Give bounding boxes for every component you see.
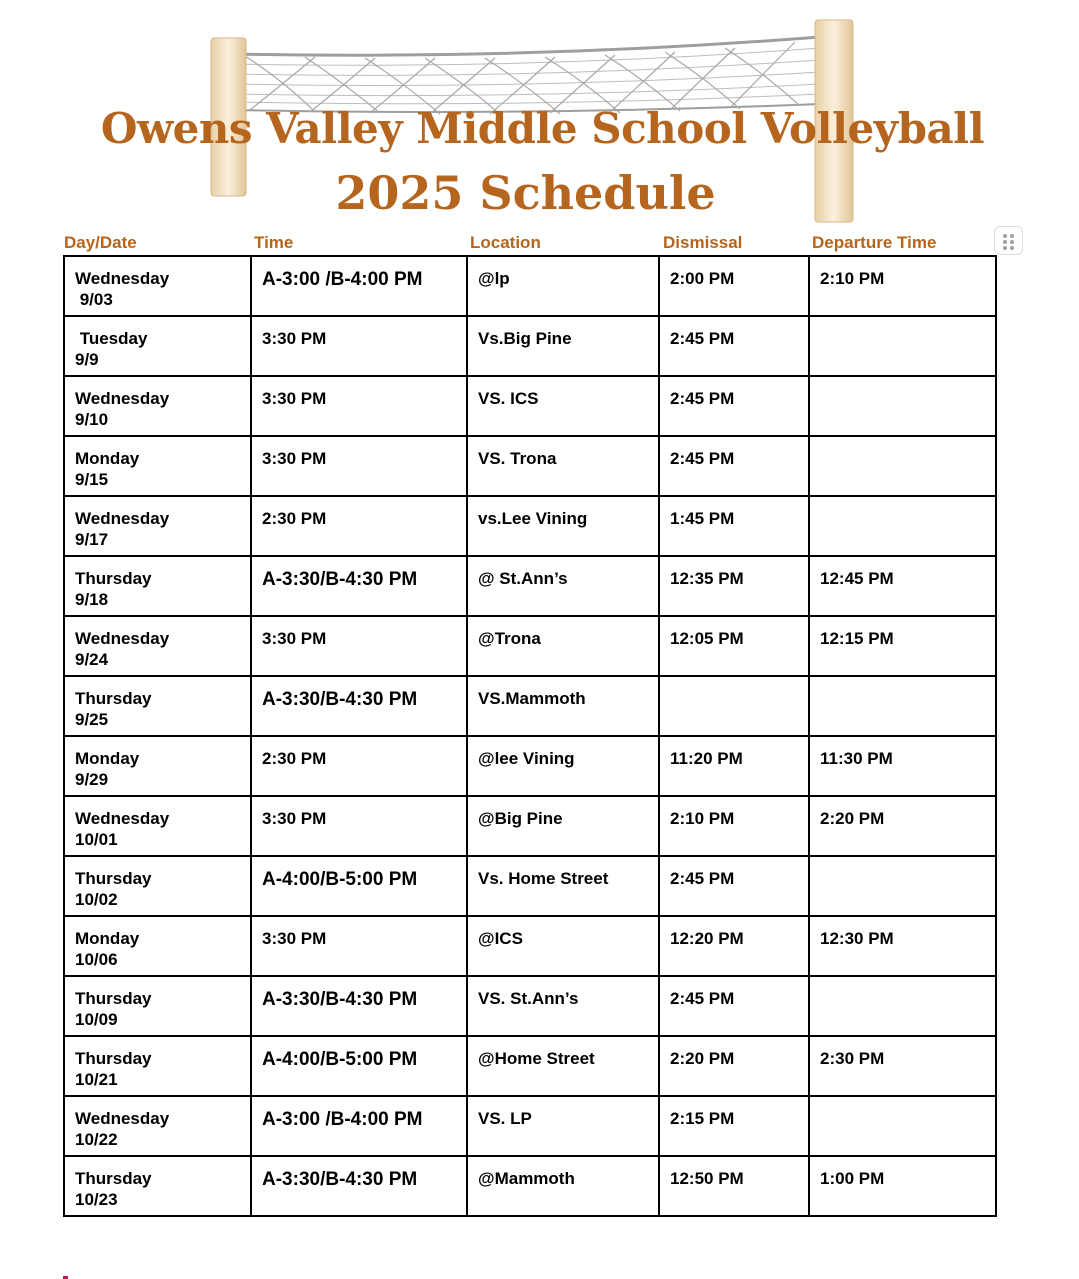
date-label: 9/24 [75, 650, 109, 669]
table-row [64, 616, 996, 676]
day-label: Thursday [75, 989, 152, 1008]
date-label: 10/06 [75, 950, 118, 969]
table-row [64, 376, 996, 436]
cell-day-date [64, 736, 251, 796]
cell-time: 3:30 PM [251, 916, 467, 976]
cell-departure [809, 676, 996, 736]
date-label: 10/21 [75, 1070, 118, 1089]
table-row [64, 256, 996, 316]
cell-dismissal: 2:45 PM [659, 856, 809, 916]
cell-location: Vs.Big Pine [467, 316, 659, 376]
table-row [64, 676, 996, 736]
cell-day-date [64, 316, 251, 376]
cell-dismissal: 2:20 PM [659, 1036, 809, 1096]
table-row [64, 1096, 996, 1156]
date-label: 9/03 [75, 290, 113, 309]
cell-location: VS.Mammoth [467, 676, 659, 736]
date-label: 10/01 [75, 830, 118, 849]
cell-departure [809, 856, 996, 916]
cell-location: @Big Pine [467, 796, 659, 856]
cell-day-date [64, 1156, 251, 1216]
cell-day-date [64, 676, 251, 736]
date-label: 10/22 [75, 1130, 118, 1149]
cell-location: vs.Lee Vining [467, 496, 659, 556]
cell-dismissal: 2:45 PM [659, 376, 809, 436]
cell-day-date [64, 616, 251, 676]
day-label: Wednesday [75, 269, 170, 288]
table-row [64, 736, 996, 796]
cell-dismissal: 12:05 PM [659, 616, 809, 676]
cell-location: @Home Street [467, 1036, 659, 1096]
cell-time: A-3:30/B-4:30 PM [251, 556, 467, 616]
cell-day-date [64, 436, 251, 496]
cell-departure [809, 1096, 996, 1156]
cell-time: 3:30 PM [251, 796, 467, 856]
cell-day-date [64, 556, 251, 616]
cell-dismissal: 12:35 PM [659, 556, 809, 616]
cell-departure: 12:30 PM [809, 916, 996, 976]
cell-departure: 12:45 PM [809, 556, 996, 616]
column-header-day-date: Day/Date [64, 233, 137, 252]
cell-day-date [64, 976, 251, 1036]
date-label: 10/09 [75, 1010, 118, 1029]
cell-location: Vs. Home Street [467, 856, 659, 916]
date-label: 9/10 [75, 410, 109, 429]
cell-dismissal: 2:45 PM [659, 316, 809, 376]
date-label: 9/18 [75, 590, 109, 609]
cell-day-date [64, 1096, 251, 1156]
cell-time: A-3:30/B-4:30 PM [251, 676, 467, 736]
column-header-location: Location [470, 233, 541, 252]
day-label: Wednesday [75, 389, 170, 408]
cell-time: 3:30 PM [251, 316, 467, 376]
day-label: Wednesday [75, 509, 170, 528]
table-row [64, 436, 996, 496]
schedule-table [63, 255, 997, 1217]
day-label: Wednesday [75, 629, 170, 648]
cell-location: @lp [467, 256, 659, 316]
day-label: Thursday [75, 1169, 152, 1188]
date-label: 9/25 [75, 710, 109, 729]
day-label: Tuesday [75, 329, 148, 348]
table-row [64, 316, 996, 376]
cell-dismissal: 1:45 PM [659, 496, 809, 556]
day-label: Thursday [75, 689, 152, 708]
column-header-departure: Departure Time [812, 233, 937, 252]
page-title: Owens Valley Middle School Volleyball [100, 104, 985, 153]
table-row [64, 856, 996, 916]
column-header-dismissal: Dismissal [663, 233, 743, 252]
cell-departure [809, 376, 996, 436]
cell-departure [809, 976, 996, 1036]
cell-day-date [64, 856, 251, 916]
cell-dismissal: 2:45 PM [659, 436, 809, 496]
cell-time: 3:30 PM [251, 376, 467, 436]
day-label: Thursday [75, 569, 152, 588]
day-label: Monday [75, 449, 140, 468]
cell-departure: 12:15 PM [809, 616, 996, 676]
cell-dismissal: 12:50 PM [659, 1156, 809, 1216]
table-row [64, 556, 996, 616]
date-label: 9/29 [75, 770, 109, 789]
cell-time: A-4:00/B-5:00 PM [251, 1036, 467, 1096]
table-row [64, 496, 996, 556]
cell-departure: 2:20 PM [809, 796, 996, 856]
drag-handle-icon[interactable] [994, 226, 1023, 255]
cell-location: @Mammoth [467, 1156, 659, 1216]
table-row [64, 976, 996, 1036]
date-label: 10/23 [75, 1190, 118, 1209]
cell-dismissal: 12:20 PM [659, 916, 809, 976]
cell-dismissal: 11:20 PM [659, 736, 809, 796]
cell-day-date [64, 496, 251, 556]
cell-day-date [64, 376, 251, 436]
cell-location: @ICS [467, 916, 659, 976]
cell-departure [809, 436, 996, 496]
cell-departure: 11:30 PM [809, 736, 996, 796]
cell-time: A-3:00 /B-4:00 PM [251, 256, 467, 316]
cell-dismissal: 2:10 PM [659, 796, 809, 856]
cell-departure: 1:00 PM [809, 1156, 996, 1216]
day-label: Thursday [75, 869, 152, 888]
date-label: 9/15 [75, 470, 109, 489]
cell-day-date [64, 796, 251, 856]
cell-location: VS. ICS [467, 376, 659, 436]
cell-location: VS. St.Ann’s [467, 976, 659, 1036]
cell-time: A-3:00 /B-4:00 PM [251, 1096, 467, 1156]
cell-location: VS. Trona [467, 436, 659, 496]
cell-departure: 2:10 PM [809, 256, 996, 316]
day-label: Monday [75, 929, 140, 948]
cell-departure [809, 496, 996, 556]
day-label: Thursday [75, 1049, 152, 1068]
cell-day-date [64, 916, 251, 976]
table-row [64, 916, 996, 976]
cell-time: 3:30 PM [251, 616, 467, 676]
date-label: 9/9 [75, 350, 99, 369]
page-subtitle: 2025 Schedule [335, 166, 716, 220]
cell-departure [809, 316, 996, 376]
day-label: Wednesday [75, 1109, 170, 1128]
day-label: Wednesday [75, 809, 170, 828]
cell-dismissal: 2:00 PM [659, 256, 809, 316]
date-label: 9/17 [75, 530, 109, 549]
cell-departure: 2:30 PM [809, 1036, 996, 1096]
cell-location: @lee Vining [467, 736, 659, 796]
day-label: Monday [75, 749, 140, 768]
cell-time: A-4:00/B-5:00 PM [251, 856, 467, 916]
cell-time: 2:30 PM [251, 496, 467, 556]
column-header-time: Time [254, 233, 294, 252]
cell-location: VS. LP [467, 1096, 659, 1156]
cell-day-date [64, 256, 251, 316]
table-row [64, 1036, 996, 1096]
cell-time: 2:30 PM [251, 736, 467, 796]
table-row [64, 1156, 996, 1216]
cell-time: A-3:30/B-4:30 PM [251, 976, 467, 1036]
cell-day-date [64, 1036, 251, 1096]
cell-location: @Trona [467, 616, 659, 676]
cell-location: @ St.Ann’s [467, 556, 659, 616]
table-row [64, 796, 996, 856]
cell-dismissal [659, 676, 809, 736]
date-label: 10/02 [75, 890, 118, 909]
cell-time: A-3:30/B-4:30 PM [251, 1156, 467, 1216]
cell-time: 3:30 PM [251, 436, 467, 496]
cell-dismissal: 2:15 PM [659, 1096, 809, 1156]
cell-dismissal: 2:45 PM [659, 976, 809, 1036]
